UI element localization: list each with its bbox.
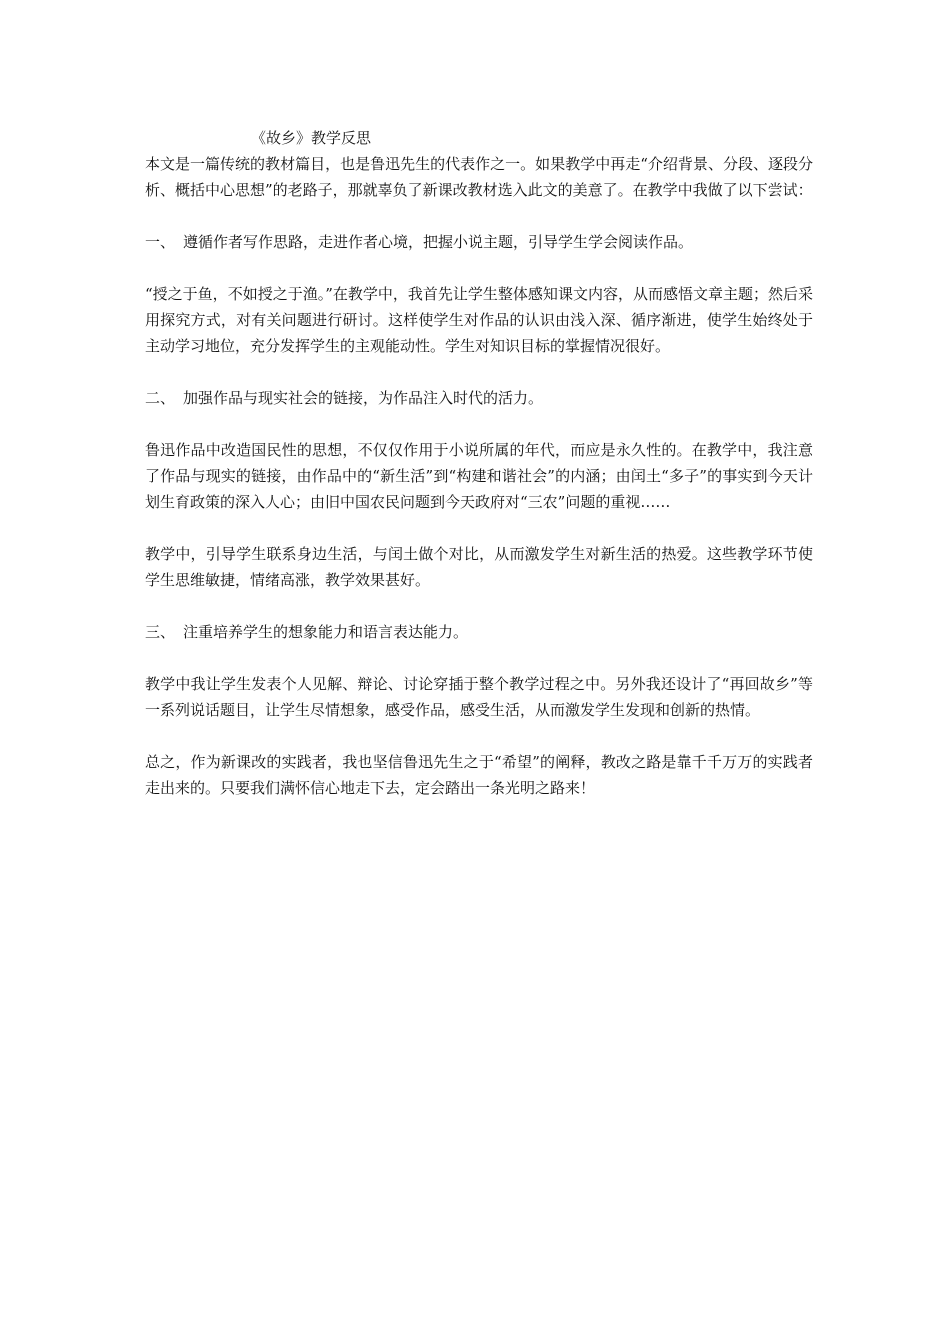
- document-title: 《故乡》教学反思: [251, 129, 372, 147]
- section-2-heading-text: 加强作品与现实社会的链接，为作品注入时代的活力。: [183, 389, 544, 407]
- section-1-paragraph-1: “授之于鱼，不如授之于渔。”在教学中，我首先让学生整体感知课文内容，从而感悟文章主题；然后采用探究方式，对有关问题进行研讨。这样使学生对作品的认识由浅入深、循序渐进，使学生始终处于主动学习地位，充分发挥学生的主观能动性。学生对知识目标的掌握情况很好。: [145, 285, 813, 355]
- section-3-paragraph-1: 教学中我让学生发表个人见解、辩论、讨论穿插于整个教学过程之中。另外我还设计了“再回故乡”等一系列说话题目，让学生尽情想象，感受作品，感受生活，从而激发学生发现和创新的热情。: [145, 675, 813, 719]
- section-1-heading-text: 遵循作者写作思路，走进作者心境，把握小说主题，引导学生学会阅读作品。: [183, 233, 694, 251]
- intro-paragraph: 本文是一篇传统的教材篇目，也是鲁迅先生的代表作之一。如果教学中再走“介绍背景、分段、逐段分析、概括中心思想”的老路子，那就辜负了新课改教材选入此文的美意了。在教学中我做了以下尝试：: [145, 155, 813, 199]
- section-1-heading: [145, 229, 813, 255]
- document-page: [145, 125, 813, 827]
- section-3-heading: [145, 619, 813, 645]
- section-3-heading-text: 注重培养学生的想象能力和语言表达能力。: [183, 623, 469, 641]
- section-2-paragraph-1: 鲁迅作品中改造国民性的思想，不仅仅作用于小说所属的年代，而应是永久性的。在教学中，我注意了作品与现实的链接，由作品中的“新生活”到“构建和谐社会”的内涵；由闰土“多子”的事实到今天计划生育政策的深入人心；由旧中国农民问题到今天政府对“三农”问题的重视……: [145, 441, 813, 511]
- section-1-number: 一、: [145, 233, 176, 251]
- conclusion-paragraph: 总之，作为新课改的实践者，我也坚信鲁迅先生之于“希望”的阐释，教改之路是靠千千万万的实践者走出来的。只要我们满怀信心地走下去，定会踏出一条光明之路来！: [145, 753, 813, 797]
- section-2-heading: [145, 385, 813, 411]
- section-3-number: 三、: [145, 623, 176, 641]
- section-2-number: 二、: [145, 389, 176, 407]
- section-2-paragraph-2: 教学中，引导学生联系身边生活，与闰土做个对比，从而激发学生对新生活的热爱。这些教学环节使学生思维敏捷，情绪高涨，教学效果甚好。: [145, 545, 813, 589]
